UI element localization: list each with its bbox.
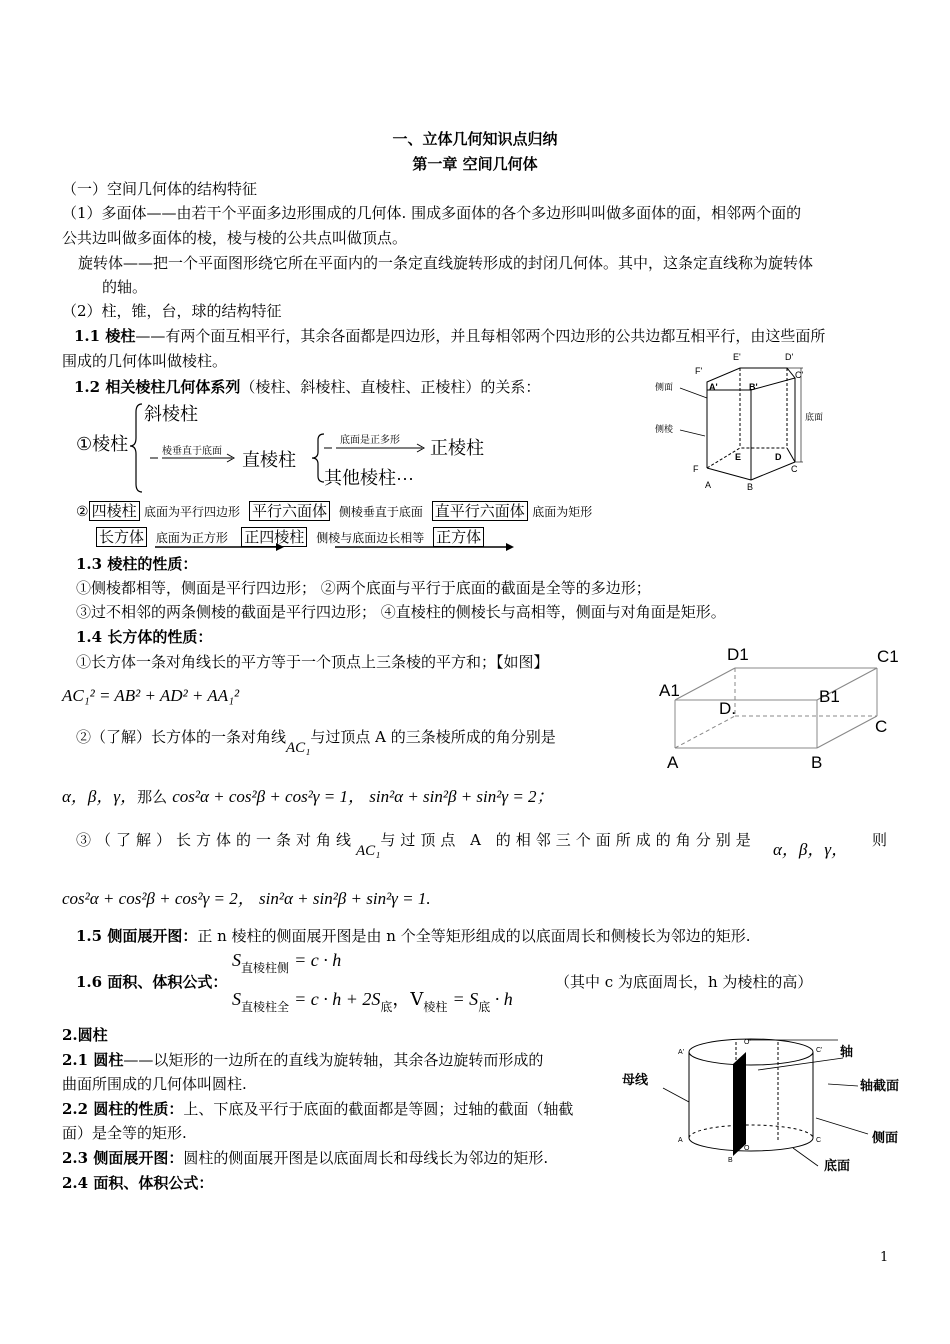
svg-text:F: F [693,464,699,474]
svg-text:D': D' [785,352,794,362]
cylinder-property-1: 2.2 圆柱的性质：上、下底及平行于底面的截面都是等圆；过轴的截面（轴截 [62,1100,574,1118]
svg-text:侧面: 侧面 [872,1130,899,1145]
property-1-4-c: ③（了解）长方体的一条对角线AC₁与过顶点 A 的相邻三个面所成的角分别是 [76,831,756,859]
word-ze: 则 [872,831,888,849]
svg-text:F': F' [695,366,703,376]
svg-text:C: C [816,1137,822,1144]
formula-lateral-area: $S_{直棱柱侧} = c \cdot h$ [232,950,342,975]
tree-right: 直棱柱 [242,450,296,470]
formula-angles-1: α，β，γ，那么 cos²α + cos²β + cos²γ = 1， sin²α + sin²β + sin²γ = 2； [62,787,554,806]
svg-text:D: D [775,452,782,462]
prism-chain-row-1: ② 四棱柱 底面为平行四边形 平行六面体 侧棱垂直于底面 直平行六面体 底面为矩形 [76,502,593,520]
paragraph-polyhedron-2: 公共边叫做多面体的棱，棱与棱的公共点叫做顶点。 [62,229,408,247]
svg-text:B': B' [749,382,758,392]
svg-text:A: A [678,1137,683,1144]
chapter-title: 第一章 空间几何体 [412,155,538,173]
svg-text:D.: D. [719,699,736,718]
svg-text:O: O [744,1145,750,1152]
svg-text:C1: C1 [877,647,899,666]
property-1-3-b: ③过不相邻的两条侧棱的截面是平行四边形； ④直棱柱的侧棱长与高相等，侧面与对角面是矩形。 [76,603,726,621]
formula-diagonal: AC₁² = AB² + AD² + AA₁² [62,686,240,705]
tree-cond1: 棱垂直于底面 [162,446,222,457]
formula-note: （其中 c 为底面周长，h 为棱柱的高） [555,973,813,991]
svg-text:A': A' [709,382,718,392]
cylinder-lateral-net: 2.3 侧面展开图：圆柱的侧面展开图是以底面周长和母线长为邻边的矩形. [62,1149,549,1167]
heading-2-4: 2.4 面积、体积公式： [62,1174,214,1192]
cylinder-figure [618,1030,918,1180]
property-1-4-b: ②（了解）长方体的一条对角线AC₁与过顶点 A 的三条棱所成的角分别是 [76,728,556,756]
tree-brace-2 [312,434,324,482]
svg-text:轴截面: 轴截面 [860,1078,900,1093]
prism-series-heading: 1.2 相关棱柱几何体系列（棱柱、斜棱柱、直棱柱、正棱柱）的关系： [74,378,541,396]
tree-brace-1 [130,404,142,492]
cylinder-definition-1: 2.1 圆柱——以矩形的一边所在的直线为旋转轴，其余各边旋转而形成的 [62,1051,544,1069]
chain-arrows [150,543,530,553]
cuboid-figure [655,640,915,775]
lbl-base: 底面 [805,412,824,422]
svg-text:底面: 底面 [824,1158,851,1173]
formula-angles-2: cos²α + cos²β + cos²γ = 2， sin²α + sin²β + sin²γ = 1. [62,889,431,908]
heading-1-3: 1.3 棱柱的性质： [76,555,198,573]
property-1-3-a: ①侧棱都相等，侧面是平行四边形； ②两个底面与平行于底面的截面是全等的多边形； [76,579,651,597]
tree-root: ①棱柱 [76,434,129,454]
prism-definition-1: 1.1 棱柱——有两个面互相平行，其余各面都是四边形，并且每相邻两个四边形的公共边都互相平行，由这些面所 [74,327,826,345]
svg-text:O': O' [744,1039,751,1046]
section-heading-2: （2）柱，锥，台，球的结构特征 [62,302,282,320]
paragraph-revolution-2: 的轴。 [102,278,148,296]
paragraph-revolution-1: 旋转体——把一个平面图形绕它所在平面内的一条定直线旋转形成的封闭几何体。其中，这条定直线称为旋转体 [78,254,814,272]
tree-regular: 正棱柱 [430,438,484,458]
prism-chain-row-2: 长方体 底面为正方形 正四棱柱 侧棱与底面边长相等 正方体 [96,526,484,547]
prism-definition-2: 围成的几何体叫做棱柱。 [62,352,228,370]
greek-angles-2: α，β，γ， [773,840,849,859]
svg-text:C: C [791,464,798,474]
page-number: 1 [880,1250,889,1265]
svg-text:A: A [705,480,712,490]
heading-1-4: 1.4 长方体的性质： [76,628,213,646]
svg-text:D1: D1 [727,645,749,664]
page-title: 一、立体几何知识点归纳 [392,130,558,148]
cylinder-property-2: 面）是全等的矩形. [62,1124,187,1142]
svg-text:B: B [728,1157,733,1164]
section-heading: （一）空间几何体的结构特征 [62,180,258,198]
hexagonal-prism-figure [645,350,840,495]
svg-text:轴: 轴 [840,1044,854,1059]
svg-text:B': B' [734,1071,741,1078]
svg-text:A': A' [678,1049,685,1056]
svg-text:E': E' [733,352,741,362]
svg-text:母线: 母线 [622,1072,649,1087]
lateral-net-prism: 1.5 侧面展开图：正 n 棱柱的侧面展开图是由 n 个全等矩形组成的以底面周长和侧棱长为邻边的矩形. [76,927,751,945]
svg-text:A1: A1 [659,681,680,700]
tree-cond2: 底面是正多形 [340,435,400,446]
svg-text:B: B [747,482,754,492]
heading-cylinder: 2.圆柱 [62,1026,108,1044]
svg-text:A: A [667,753,679,772]
cylinder-definition-2: 曲面所围成的几何体叫圆柱. [62,1075,247,1093]
svg-text:C: C [875,717,888,736]
svg-text:B: B [811,753,823,772]
heading-1-6: 1.6 面积、体积公式： [76,973,228,991]
lbl-side-face: 侧面 [655,382,674,392]
svg-text:C': C' [795,370,804,380]
lbl-side-edge: 侧棱 [655,424,674,434]
property-1-4-a: ①长方体一条对角线长的平方等于一个顶点上三条棱的平方和；【如图】 [76,653,549,671]
tree-oblique: 斜棱柱 [144,404,198,424]
svg-text:C': C' [816,1047,823,1054]
svg-text:B1: B1 [819,687,840,706]
formula-total-area-volume: $S_{直棱柱全} = c \cdot h + 2S_底$，$V_{棱柱} = S_底 \cdot h$ [232,989,513,1014]
svg-text:E: E [735,452,742,462]
tree-other: 其他棱柱··· [324,468,414,488]
paragraph-polyhedron-1: （1）多面体——由若干个平面多边形围成的几何体. 围成多面体的各个多边形叫叫做多面体的面，相邻两个面的 [62,204,802,222]
prism-classification-tree [62,398,622,498]
